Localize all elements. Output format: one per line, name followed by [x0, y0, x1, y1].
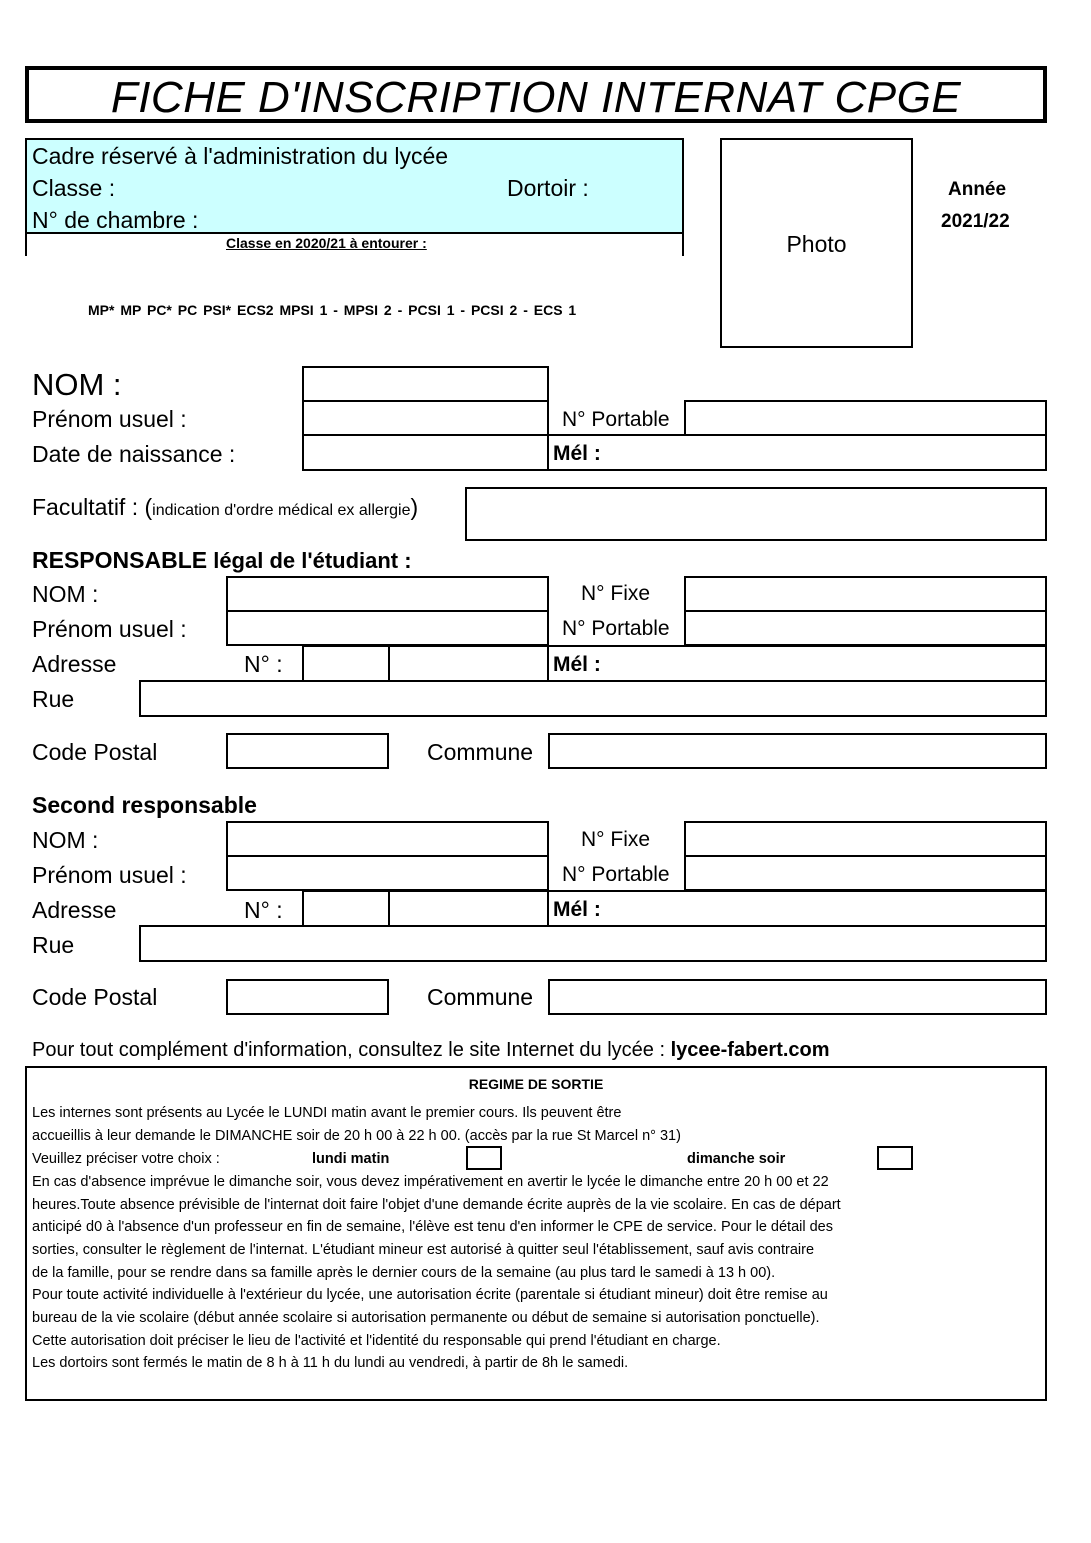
- regime-title: REGIME DE SORTIE: [468, 1076, 604, 1092]
- admin-left-tick: [25, 234, 27, 256]
- r1-mel-field[interactable]: [547, 645, 1047, 682]
- regime-choix-label: Veuillez préciser votre choix :: [32, 1151, 220, 1167]
- regime-line-7: sorties, consulter le règlement de l'internat. L'étudiant mineur est autorisé à quitter seul l'établissement, sauf avis contraire: [32, 1242, 815, 1258]
- responsable1-heading: RESPONSABLE légal de l'étudiant :: [32, 547, 412, 573]
- r2-prenom-label: Prénom usuel :: [32, 862, 187, 888]
- r2-cp-field[interactable]: [226, 979, 389, 1015]
- regime-line-9: Pour toute activité individuelle à l'extérieur du lycée, une autorisation écrite (parentale si étudiant mineur) doit être remise au: [32, 1287, 828, 1303]
- r2-fixe-label: N° Fixe: [581, 828, 651, 851]
- r2-mel-field[interactable]: [547, 890, 1047, 927]
- page-title: FICHE D'INSCRIPTION INTERNAT CPGE: [110, 73, 962, 122]
- r2-portable-field[interactable]: [684, 855, 1047, 891]
- regime-line-11: Cette autorisation doit préciser le lieu de l'activité et l'identité du responsable qui prend l'étudiant en charge.: [32, 1333, 721, 1349]
- site-link[interactable]: lycee-fabert.com: [670, 1039, 830, 1061]
- r2-fixe-field[interactable]: [684, 821, 1047, 857]
- regime-line-8: de la famille, pour se rendre dans sa famille après le dernier cours de la semaine (au plus tard le samedi à 13 h 00).: [32, 1265, 776, 1281]
- student-portable-label: N° Portable: [562, 408, 670, 431]
- r1-prenom-label: Prénom usuel :: [32, 616, 187, 642]
- r1-adresse-label: Adresse: [32, 651, 117, 677]
- admin-frame: [25, 138, 684, 234]
- classes-list[interactable]: MP* MP PC* PC PSI* ECS2 MPSI 1 - MPSI 2 - PCSI 1 - PCSI 2 - ECS 1: [88, 302, 577, 318]
- r1-rue-label: Rue: [32, 686, 75, 712]
- r2-mel-label: Mél :: [553, 898, 601, 921]
- admin-dortoir-label: Dortoir :: [507, 175, 589, 201]
- regime-line-2: accueillis à leur demande le DIMANCHE soir de 20 h 00 à 22 h 00. (accès par la rue St Marcel n° 31): [32, 1128, 681, 1144]
- r1-fixe-field[interactable]: [684, 576, 1047, 612]
- classe-circle-label: Classe en 2020/21 à entourer :: [226, 235, 427, 251]
- facultatif-label: Facultatif : (indication d'ordre médical ex allergie): [32, 494, 419, 520]
- r1-commune-label: Commune: [427, 739, 534, 765]
- lundi-checkbox[interactable]: [466, 1146, 502, 1170]
- student-mel-label: Mél :: [553, 442, 601, 465]
- r2-adresse-label: Adresse: [32, 897, 117, 923]
- r1-numero-field[interactable]: [302, 645, 390, 682]
- student-naissance-field[interactable]: [302, 434, 549, 471]
- r1-nom-field[interactable]: [226, 576, 549, 612]
- student-mel-field[interactable]: [547, 434, 1047, 471]
- r1-numero-label: N° :: [244, 651, 283, 677]
- r2-nom-label: NOM :: [32, 827, 99, 853]
- student-nom-field[interactable]: [302, 366, 549, 402]
- regime-line-12: Les dortoirs sont fermés le matin de 8 h à 11 h du lundi au vendredi, à partir de 8h le samedi.: [32, 1355, 629, 1371]
- r2-portable-label: N° Portable: [562, 863, 670, 886]
- r1-cp-label: Code Postal: [32, 739, 158, 765]
- r1-fixe-label: N° Fixe: [581, 582, 651, 605]
- r2-numero-label: N° :: [244, 897, 283, 923]
- r2-commune-field[interactable]: [548, 979, 1047, 1015]
- regime-box: [25, 1066, 1047, 1401]
- responsable2-heading: Second responsable: [32, 792, 257, 818]
- admin-title: Cadre réservé à l'administration du lycée: [32, 143, 449, 169]
- r2-rue-field[interactable]: [139, 925, 1047, 962]
- r2-prenom-field[interactable]: [226, 855, 549, 891]
- r1-cp-field[interactable]: [226, 733, 389, 769]
- r2-numero-field[interactable]: [302, 890, 390, 927]
- photo-label: Photo: [786, 231, 847, 257]
- title-box: [25, 66, 1047, 123]
- admin-classe-label: Classe :: [32, 175, 116, 201]
- info-line: Pour tout complément d'information, consultez le site Internet du lycée : lycee-fabert.com: [32, 1039, 830, 1061]
- r2-commune-label: Commune: [427, 984, 534, 1010]
- student-portable-field[interactable]: [684, 400, 1047, 436]
- r1-commune-field[interactable]: [548, 733, 1047, 769]
- r1-numero-complement-field[interactable]: [388, 645, 549, 682]
- r1-portable-label: N° Portable: [562, 617, 670, 640]
- regime-line-6: anticipé d0 à l'absence d'un professeur en fin de semaine, l'élève est tenu d'en informer le CPE de service. Pour le détail des: [32, 1219, 833, 1235]
- student-nom-label: NOM :: [32, 367, 122, 402]
- r1-mel-label: Mél :: [553, 653, 601, 676]
- r1-portable-field[interactable]: [684, 610, 1047, 646]
- r2-numero-complement-field[interactable]: [388, 890, 549, 927]
- r1-prenom-field[interactable]: [226, 610, 549, 646]
- annee-value: 2021/22: [941, 211, 1010, 232]
- r1-rue-field[interactable]: [139, 680, 1047, 717]
- dimanche-checkbox[interactable]: [877, 1146, 913, 1170]
- annee-label: Année: [948, 179, 1007, 200]
- regime-line-5: heures.Toute absence prévisible de l'internat doit faire l'objet d'une demande écrite auprès de la vie scolaire. En cas de départ: [32, 1197, 841, 1213]
- lundi-label: lundi matin: [312, 1151, 390, 1167]
- photo-box[interactable]: [720, 138, 913, 348]
- r1-nom-label: NOM :: [32, 581, 99, 607]
- r2-nom-field[interactable]: [226, 821, 549, 857]
- regime-line-1: Les internes sont présents au Lycée le LUNDI matin avant le premier cours. Ils peuvent être: [32, 1105, 622, 1121]
- student-naissance-label: Date de naissance :: [32, 441, 236, 467]
- dimanche-label: dimanche soir: [687, 1151, 786, 1167]
- student-prenom-field[interactable]: [302, 400, 549, 436]
- student-prenom-label: Prénom usuel :: [32, 406, 187, 432]
- admin-chambre-label: N° de chambre :: [32, 207, 199, 233]
- regime-line-10: bureau de la vie scolaire (début année scolaire si autorisation permanente ou début de semaine si autorisation ponctuelle).: [32, 1310, 820, 1326]
- admin-right-tick: [682, 234, 684, 256]
- r2-cp-label: Code Postal: [32, 984, 158, 1010]
- r2-rue-label: Rue: [32, 932, 75, 958]
- facultatif-field[interactable]: [465, 487, 1047, 541]
- regime-line-4: En cas d'absence imprévue le dimanche soir, vous devez impérativement en avertir le lycée le dimanche entre 20 h 00 et 22: [32, 1174, 829, 1190]
